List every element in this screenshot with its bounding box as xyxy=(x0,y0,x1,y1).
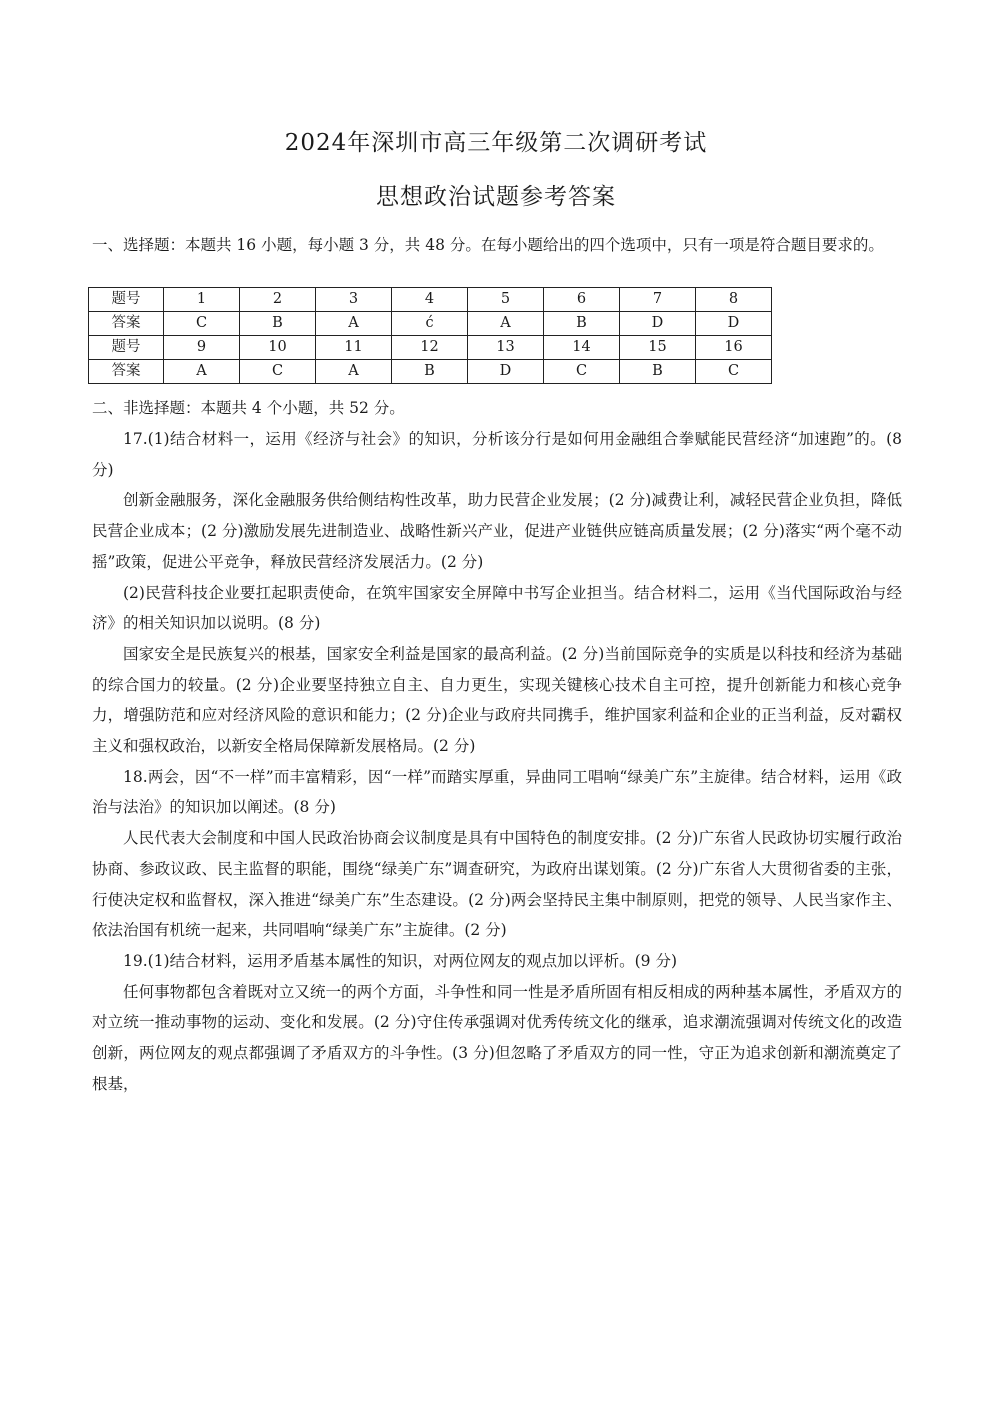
table-row xyxy=(89,288,772,312)
table-cell: C xyxy=(696,360,772,384)
table-cell: 14 xyxy=(544,336,620,360)
answer-18: 人民代表大会制度和中国人民政治协商会议制度是具有中国特色的制度安排。(2 分)广东省人民政协切实履行政治协商、参政议政、民主监督的职能，围绕“绿美广东”调查研究，为政府出谋划策。(2 分)广东省人大贯彻省委的主张，行使决定权和监督权，深入推进“绿美广东”生态建设。(2 分)两会坚持民主集中制原则，把党的领导、人民当家作主、依法治国有机统一起来，共同唱响“绿美广东”主旋律。(2 分) xyxy=(92,829,902,940)
table-cell: 10 xyxy=(240,336,316,360)
answer-17-1: 创新金融服务，深化金融服务供给侧结构性改革，助力民营企业发展；(2 分)减费让利，减轻民营企业负担，降低民营企业成本；(2 分)激励发展先进制造业、战略性新兴产业，促进产业链供应链高质量发展；(2 分)落实“两个毫不动摇”政策，促进公平竞争，释放民营经济发展活力。(2 分) xyxy=(92,491,902,571)
table-cell: A xyxy=(316,360,392,384)
question-17-2: (2)民营科技企业要扛起职责使命，在筑牢国家安全屏障中书写企业担当。结合材料二，运用《当代国际政治与经济》的相关知识加以说明。(8 分) xyxy=(92,583,902,633)
page-subtitle: 思想政治试题参考答案 xyxy=(376,184,616,210)
table-cell: 8 xyxy=(696,288,772,312)
table-cell: A xyxy=(164,360,240,384)
question-19-1: 19.(1)结合材料，运用矛盾基本属性的知识，对两位网友的观点加以评析。(9 分) xyxy=(123,951,677,970)
table-cell: 答案 xyxy=(89,360,164,384)
table-cell: 12 xyxy=(392,336,468,360)
table-cell: 3 xyxy=(316,288,392,312)
table-cell: 7 xyxy=(620,288,696,312)
table-cell: 2 xyxy=(240,288,316,312)
table-cell: C xyxy=(164,312,240,336)
table-cell: B xyxy=(620,360,696,384)
answer-table xyxy=(88,287,772,384)
table-cell: 5 xyxy=(468,288,544,312)
table-cell: A xyxy=(316,312,392,336)
table-cell: 答案 xyxy=(89,312,164,336)
answer-17-2: 国家安全是民族复兴的根基，国家安全利益是国家的最高利益。(2 分)当前国际竞争的实质是以科技和经济为基础的综合国力的较量。(2 分)企业要坚持独立自主、自力更生，实现关键核心技术自主可控，提升创新能力和核心竞争力，增强防范和应对经济风险的意识和能力；(2 分)企业与政府共同携手，维护国家利益和企业的正当利益，反对霸权主义和强权政治，以新安全格局保障新发展格局。(2 分) xyxy=(92,644,902,756)
table-cell: 1 xyxy=(164,288,240,312)
table-cell: B xyxy=(240,312,316,336)
table-cell: 15 xyxy=(620,336,696,360)
table-cell: C xyxy=(240,360,316,384)
table-cell: B xyxy=(544,312,620,336)
table-row xyxy=(89,336,772,360)
table-cell: 16 xyxy=(696,336,772,360)
table-cell: 11 xyxy=(316,336,392,360)
table-cell: ć xyxy=(392,312,468,336)
table-row xyxy=(89,312,772,336)
answer-19-1: 任何事物都包含着既对立又统一的两个方面，斗争性和同一性是矛盾所固有相反相成的两种基本属性，矛盾双方的对立统一推动事物的运动、变化和发展。(2 分)守住传承强调对优秀传统文化的继承，追求潮流强调对传统文化的改造创新，两位网友的观点都强调了矛盾双方的斗争性。(3 分)但忽略了矛盾双方的同一性，守正为追求创新和潮流奠定了根基， xyxy=(92,982,902,1093)
table-row xyxy=(89,360,772,384)
table-cell: C xyxy=(544,360,620,384)
question-18: 18.两会，因“不一样”而丰富精彩，因“一样”而踏实厚重，异曲同工唱响“绿美广东”主旋律。结合材料，运用《政治与法治》的知识加以阐述。(8 分) xyxy=(92,767,902,817)
table-cell: D xyxy=(696,312,772,336)
question-17-1: 17.(1)结合材料一，运用《经济与社会》的知识，分析该分行是如何用金融组合拳赋能民营经济“加速跑”的。(8 分) xyxy=(92,430,902,479)
section-2-heading: 二、非选择题：本题共 4 个小题，共 52 分。 xyxy=(92,399,405,417)
table-cell: 题号 xyxy=(89,288,164,312)
section-1-instructions: 一、选择题：本题共 16 小题，每小题 3 分，共 48 分。在每小题给出的四个选项中，只有一项是符合题目要求的。 xyxy=(92,236,884,254)
table-cell: 6 xyxy=(544,288,620,312)
page-title: 2024年深圳市高三年级第二次调研考试 xyxy=(284,130,708,156)
answer-body xyxy=(92,424,902,1099)
table-cell: D xyxy=(468,360,544,384)
table-cell: A xyxy=(468,312,544,336)
table-cell: 13 xyxy=(468,336,544,360)
table-cell: 9 xyxy=(164,336,240,360)
table-cell: B xyxy=(392,360,468,384)
table-cell: D xyxy=(620,312,696,336)
table-cell: 4 xyxy=(392,288,468,312)
table-cell: 题号 xyxy=(89,336,164,360)
